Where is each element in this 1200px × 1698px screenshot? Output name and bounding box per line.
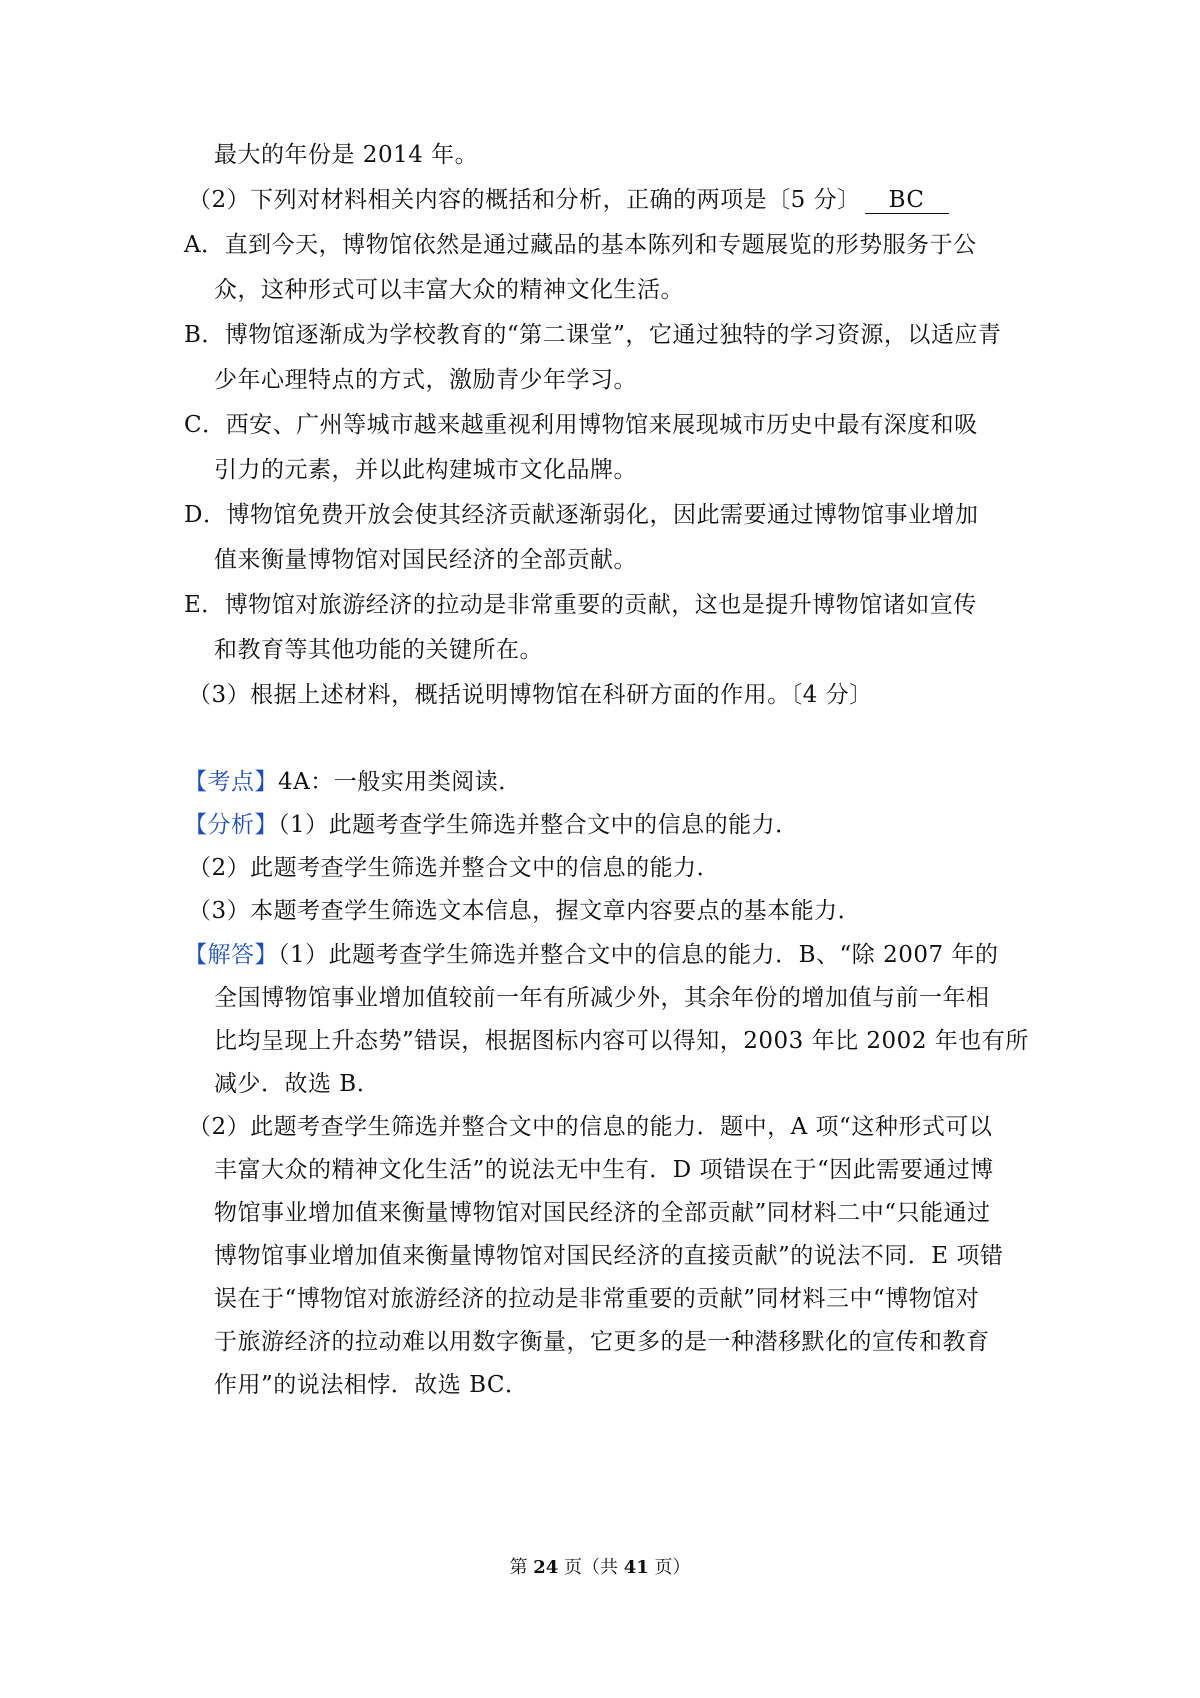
footer-mid: 页（共 [558,1557,624,1578]
option-a-line-1 [184,230,977,260]
jieda-p1-line-2: 全国博物馆事业增加值较前一年有所减少外，其余年份的增加值与前一年相 [214,985,990,1011]
jieda-p1-line-3: 比均呈现上升态势”错误，根据图标内容可以得知，2003 年比 2002 年也有所 [214,1028,1029,1054]
option-b-text-1: 博物馆逐渐成为学校教育的“第二课堂”，它通过独特的学习资源，以适应青 [224,322,1002,348]
jieda-p2-line-4: 博物馆事业增加值来衡量博物馆对国民经济的直接贡献”的说法不同．E 项错 [214,1243,1004,1269]
kaodian-text: 4A：一般实用类阅读． [278,769,522,795]
jieda-p2-line-5: 误在于“博物馆对旅游经济的拉动是非常重要的贡献”同材料三中“博物馆对 [214,1286,980,1312]
jieda-line-1 [184,940,998,970]
fenxi-line-2: （2）此题考查学生筛选并整合文中的信息的能力． [188,855,721,881]
footer-total-pages: 41 [623,1557,649,1578]
jieda-p1-line-4: 减少．故选 B． [214,1071,381,1097]
footer-pre: 第 [509,1557,534,1578]
option-d-label: D． [184,502,227,528]
page-footer [0,1556,1200,1580]
option-d-text-1: 博物馆免费开放会使其经济贡献逐渐弱化，因此需要通过博物馆事业增加 [226,502,979,528]
kaodian-tag: 【考点】 [184,769,278,795]
kaodian-line [184,767,522,797]
footer-page-number: 24 [533,1557,559,1578]
jieda-p1-text-1: （1）此题考查学生筛选并整合文中的信息的能力．B、“除 2007 年的 [278,942,999,968]
jieda-p2-line-1: （2）此题考查学生筛选并整合文中的信息的能力．题中，A 项“这种形式可以 [188,1114,993,1140]
q1-answer-tail: 最大的年份是 2014 年。 [214,142,479,168]
option-c-text-1: 西安、广州等城市越来越重视利用博物馆来展现城市历史中最有深度和吸 [225,412,978,438]
q2-answer-blank: BC [865,187,949,214]
option-a-text-1: 直到今天，博物馆依然是通过藏品的基本陈列和专题展览的形势服务于公 [224,232,977,258]
option-c-line-2: 引力的元素，并以此构建城市文化品牌。 [214,457,637,483]
option-e-line-1 [184,590,977,620]
fenxi-text-1: （1）此题考查学生筛选并整合文中的信息的能力． [278,812,799,838]
option-b-line-1 [184,320,1001,350]
option-c-label: C． [184,412,226,438]
fenxi-tag: 【分析】 [184,812,278,838]
jieda-tag: 【解答】 [184,942,278,968]
q2-stem [188,185,949,215]
option-d-line-1 [184,500,978,530]
fenxi-line-3: （3）本题考查学生筛选文本信息，握文章内容要点的基本能力． [188,898,862,924]
q3-stem: （3）根据上述材料，概括说明博物馆在科研方面的作用。〔4 分〕 [188,682,873,708]
footer-post: 页） [648,1557,691,1578]
option-e-text-1: 博物馆对旅游经济的拉动是非常重要的贡献，这也是提升博物馆诸如宣传 [224,592,977,618]
option-b-line-2: 少年心理特点的方式，激励青少年学习。 [214,367,637,393]
fenxi-line-1 [184,810,799,840]
option-a-line-2: 众，这种形式可以丰富大众的精神文化生活。 [214,277,684,303]
option-c-line-1 [184,410,978,440]
option-d-line-2: 值来衡量博物馆对国民经济的全部贡献。 [214,547,637,573]
jieda-p2-line-3: 物馆事业增加值来衡量博物馆对国民经济的全部贡献”同材料二中“只能通过 [214,1200,991,1226]
option-a-label: A． [184,232,225,258]
option-e-label: E． [184,592,225,618]
option-b-label: B． [184,322,225,348]
option-e-line-2: 和教育等其他功能的关键所在。 [214,637,543,663]
q2-stem-text: （2）下列对材料相关内容的概括和分析，正确的两项是〔5 分〕 [188,187,861,213]
jieda-p2-line-7: 作用”的说法相悖．故选 BC． [214,1372,529,1398]
jieda-p2-line-6: 于旅游经济的拉动难以用数字衡量，它更多的是一种潜移默化的宣传和教育 [214,1329,990,1355]
jieda-p2-line-2: 丰富大众的精神文化生活”的说法无中生有．D 项错误在于“因此需要通过博 [214,1157,994,1183]
